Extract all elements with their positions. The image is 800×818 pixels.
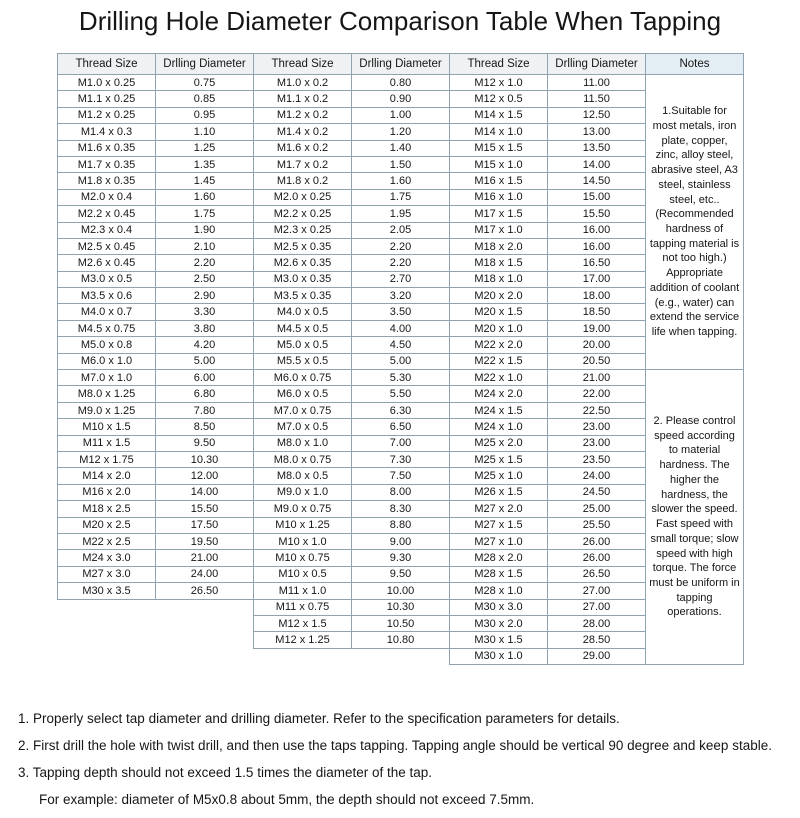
drill-diameter-cell: 6.50 xyxy=(352,419,450,435)
drill-diameter-cell: 0.90 xyxy=(352,91,450,107)
table-row xyxy=(58,156,744,172)
empty-cell xyxy=(58,599,156,615)
table-row xyxy=(58,288,744,304)
thread-size-cell: M1.1 x 0.2 xyxy=(254,91,352,107)
table-row xyxy=(58,222,744,238)
table-row xyxy=(58,468,744,484)
drill-diameter-cell: 2.20 xyxy=(156,255,254,271)
drill-diameter-cell: 24.00 xyxy=(548,468,646,484)
drill-diameter-cell: 4.50 xyxy=(352,337,450,353)
thread-size-cell: M1.7 x 0.2 xyxy=(254,156,352,172)
drill-diameter-cell: 5.30 xyxy=(352,370,450,386)
table-row xyxy=(58,402,744,418)
notes-cell: 2. Please control speed according to material hardness. The higher the hardness, the slower the speed. Fast speed with small torque; slow speed with high torque. The force must be uniform in tapping operations. xyxy=(646,370,744,665)
thread-size-cell: M8.0 x 1.25 xyxy=(58,386,156,402)
table-row xyxy=(58,484,744,500)
thread-size-header: Thread Size xyxy=(254,54,352,75)
table-row xyxy=(58,566,744,582)
drill-diameter-cell: 7.50 xyxy=(352,468,450,484)
thread-size-cell: M20 x 1.0 xyxy=(450,320,548,336)
thread-size-cell: M14 x 1.0 xyxy=(450,124,548,140)
drill-diameter-cell: 6.80 xyxy=(156,386,254,402)
drill-diameter-cell: 2.10 xyxy=(156,238,254,254)
drill-diameter-cell: 14.00 xyxy=(156,484,254,500)
thread-size-cell: M28 x 2.0 xyxy=(450,550,548,566)
drill-diameter-cell: 8.50 xyxy=(156,419,254,435)
empty-cell xyxy=(58,648,156,664)
drill-diameter-cell: 9.00 xyxy=(352,533,450,549)
thread-size-cell: M22 x 2.0 xyxy=(450,337,548,353)
thread-size-cell: M20 x 1.5 xyxy=(450,304,548,320)
drilling-diameter-header: Drlling Diameter xyxy=(548,54,646,75)
empty-cell xyxy=(156,599,254,615)
drill-diameter-cell: 15.00 xyxy=(548,189,646,205)
table-row xyxy=(58,615,744,631)
drill-diameter-cell: 28.00 xyxy=(548,615,646,631)
thread-size-cell: M25 x 1.0 xyxy=(450,468,548,484)
drill-diameter-cell: 26.50 xyxy=(156,583,254,599)
footnote-1: 1. Properly select tap diameter and drilling diameter. Refer to the specification parameters for details. xyxy=(18,711,620,726)
table-row xyxy=(58,304,744,320)
drill-diameter-cell: 26.00 xyxy=(548,550,646,566)
table-row xyxy=(58,255,744,271)
thread-size-cell: M27 x 1.0 xyxy=(450,533,548,549)
thread-size-cell: M4.0 x 0.7 xyxy=(58,304,156,320)
thread-size-cell: M6.0 x 0.5 xyxy=(254,386,352,402)
drill-diameter-cell: 6.00 xyxy=(156,370,254,386)
drill-diameter-cell: 7.80 xyxy=(156,402,254,418)
drill-diameter-cell: 6.30 xyxy=(352,402,450,418)
empty-cell xyxy=(156,632,254,648)
table-row xyxy=(58,386,744,402)
thread-size-cell: M24 x 3.0 xyxy=(58,550,156,566)
drill-diameter-cell: 10.00 xyxy=(352,583,450,599)
drill-diameter-cell: 22.00 xyxy=(548,386,646,402)
drill-diameter-cell: 1.75 xyxy=(156,206,254,222)
footnote-3: 3. Tapping depth should not exceed 1.5 times the diameter of the tap. xyxy=(18,765,433,780)
table-body xyxy=(58,75,744,665)
drill-diameter-cell: 1.20 xyxy=(352,124,450,140)
drill-diameter-cell: 9.50 xyxy=(352,566,450,582)
footnote-example: For example: diameter of M5x0.8 about 5mm, the depth should not exceed 7.5mm. xyxy=(39,792,535,807)
empty-cell xyxy=(58,615,156,631)
thread-size-cell: M5.0 x 0.8 xyxy=(58,337,156,353)
drill-diameter-cell: 19.00 xyxy=(548,320,646,336)
drill-diameter-cell: 25.00 xyxy=(548,501,646,517)
drill-diameter-cell: 3.20 xyxy=(352,288,450,304)
thread-size-cell: M27 x 1.5 xyxy=(450,517,548,533)
thread-size-cell: M16 x 2.0 xyxy=(58,484,156,500)
thread-size-cell: M3.5 x 0.6 xyxy=(58,288,156,304)
thread-size-cell: M2.2 x 0.25 xyxy=(254,206,352,222)
table-row xyxy=(58,632,744,648)
thread-size-cell: M30 x 3.0 xyxy=(450,599,548,615)
table-row xyxy=(58,91,744,107)
drill-diameter-cell: 2.50 xyxy=(156,271,254,287)
drill-diameter-cell: 27.00 xyxy=(548,599,646,615)
thread-size-cell: M20 x 2.0 xyxy=(450,288,548,304)
thread-size-cell: M8.0 x 1.0 xyxy=(254,435,352,451)
thread-size-cell: M1.4 x 0.3 xyxy=(58,124,156,140)
thread-size-cell: M1.7 x 0.35 xyxy=(58,156,156,172)
thread-size-cell: M24 x 1.5 xyxy=(450,402,548,418)
thread-size-cell: M11 x 0.75 xyxy=(254,599,352,615)
thread-size-cell: M14 x 1.5 xyxy=(450,107,548,123)
thread-size-cell: M12 x 1.75 xyxy=(58,451,156,467)
drill-diameter-cell: 1.95 xyxy=(352,206,450,222)
drill-diameter-cell: 9.50 xyxy=(156,435,254,451)
thread-size-cell: M2.5 x 0.35 xyxy=(254,238,352,254)
notes-header: Notes xyxy=(646,54,744,75)
thread-size-cell: M12 x 0.5 xyxy=(450,91,548,107)
thread-size-cell: M14 x 2.0 xyxy=(58,468,156,484)
thread-size-cell: M8.0 x 0.75 xyxy=(254,451,352,467)
drill-diameter-cell: 28.50 xyxy=(548,632,646,648)
drill-diameter-cell: 23.00 xyxy=(548,435,646,451)
thread-size-cell: M1.0 x 0.25 xyxy=(58,75,156,91)
table-row xyxy=(58,320,744,336)
thread-size-cell: M30 x 3.5 xyxy=(58,583,156,599)
drilling-comparison-table xyxy=(57,53,744,665)
page-title: Drilling Hole Diameter Comparison Table When Tapping xyxy=(78,6,722,36)
footnote-2: 2. First drill the hole with twist drill, and then use the taps tapping. Tapping angle should be vertical 90 degree and keep stable. xyxy=(18,738,772,753)
table-row xyxy=(58,206,744,222)
thread-size-cell: M11 x 1.0 xyxy=(254,583,352,599)
drilling-diameter-header: Drlling Diameter xyxy=(352,54,450,75)
drill-diameter-cell: 4.20 xyxy=(156,337,254,353)
empty-cell xyxy=(254,648,352,664)
thread-size-cell: M2.2 x 0.45 xyxy=(58,206,156,222)
drill-diameter-cell: 2.20 xyxy=(352,238,450,254)
drill-diameter-cell: 1.45 xyxy=(156,173,254,189)
table-row xyxy=(58,419,744,435)
drill-diameter-cell: 8.30 xyxy=(352,501,450,517)
drill-diameter-cell: 1.10 xyxy=(156,124,254,140)
drill-diameter-cell: 10.50 xyxy=(352,615,450,631)
drill-diameter-cell: 5.00 xyxy=(156,353,254,369)
thread-size-cell: M4.5 x 0.5 xyxy=(254,320,352,336)
thread-size-cell: M22 x 1.0 xyxy=(450,370,548,386)
thread-size-cell: M1.6 x 0.35 xyxy=(58,140,156,156)
thread-size-cell: M9.0 x 0.75 xyxy=(254,501,352,517)
thread-size-cell: M28 x 1.0 xyxy=(450,583,548,599)
thread-size-cell: M1.8 x 0.35 xyxy=(58,173,156,189)
drill-diameter-cell: 18.00 xyxy=(548,288,646,304)
drill-diameter-cell: 1.60 xyxy=(156,189,254,205)
drill-diameter-cell: 16.50 xyxy=(548,255,646,271)
thread-size-cell: M28 x 1.5 xyxy=(450,566,548,582)
table-row xyxy=(58,550,744,566)
thread-size-header: Thread Size xyxy=(450,54,548,75)
thread-size-cell: M1.6 x 0.2 xyxy=(254,140,352,156)
drill-diameter-cell: 10.80 xyxy=(352,632,450,648)
thread-size-cell: M9.0 x 1.0 xyxy=(254,484,352,500)
thread-size-header: Thread Size xyxy=(58,54,156,75)
thread-size-cell: M30 x 1.0 xyxy=(450,648,548,664)
footnotes xyxy=(18,710,788,818)
empty-cell xyxy=(352,648,450,664)
thread-size-cell: M25 x 1.5 xyxy=(450,451,548,467)
thread-size-cell: M27 x 2.0 xyxy=(450,501,548,517)
thread-size-cell: M1.2 x 0.25 xyxy=(58,107,156,123)
table-row xyxy=(58,238,744,254)
thread-size-cell: M2.3 x 0.25 xyxy=(254,222,352,238)
drill-diameter-cell: 1.90 xyxy=(156,222,254,238)
thread-size-cell: M8.0 x 0.5 xyxy=(254,468,352,484)
drill-diameter-cell: 27.00 xyxy=(548,583,646,599)
drill-diameter-cell: 1.60 xyxy=(352,173,450,189)
drill-diameter-cell: 5.00 xyxy=(352,353,450,369)
thread-size-cell: M5.5 x 0.5 xyxy=(254,353,352,369)
drill-diameter-cell: 17.00 xyxy=(548,271,646,287)
table-header-row xyxy=(58,54,744,75)
drill-diameter-cell: 2.20 xyxy=(352,255,450,271)
thread-size-cell: M15 x 1.5 xyxy=(450,140,548,156)
thread-size-cell: M10 x 1.25 xyxy=(254,517,352,533)
drill-diameter-cell: 1.75 xyxy=(352,189,450,205)
notes-cell: 1.Suitable for most metals, iron plate, copper, zinc, alloy steel, abrasive steel, A3 steel, stainless steel, etc..(Recommended hardness of tapping material is not too high.) Appropriate addition of coolant (e.g., water) can extend the service life when tapping. xyxy=(646,75,744,370)
drill-diameter-cell: 3.30 xyxy=(156,304,254,320)
drill-diameter-cell: 24.50 xyxy=(548,484,646,500)
thread-size-cell: M22 x 1.5 xyxy=(450,353,548,369)
thread-size-cell: M6.0 x 1.0 xyxy=(58,353,156,369)
thread-size-cell: M2.5 x 0.45 xyxy=(58,238,156,254)
thread-size-cell: M24 x 1.0 xyxy=(450,419,548,435)
drill-diameter-cell: 8.00 xyxy=(352,484,450,500)
table-row xyxy=(58,124,744,140)
drill-diameter-cell: 21.00 xyxy=(156,550,254,566)
thread-size-cell: M2.6 x 0.35 xyxy=(254,255,352,271)
thread-size-cell: M11 x 1.5 xyxy=(58,435,156,451)
thread-size-cell: M1.4 x 0.2 xyxy=(254,124,352,140)
table-row xyxy=(58,271,744,287)
table-row xyxy=(58,107,744,123)
empty-cell xyxy=(58,632,156,648)
thread-size-cell: M2.0 x 0.25 xyxy=(254,189,352,205)
thread-size-cell: M12 x 1.5 xyxy=(254,615,352,631)
drill-diameter-cell: 15.50 xyxy=(156,501,254,517)
drill-diameter-cell: 13.50 xyxy=(548,140,646,156)
drill-diameter-cell: 20.00 xyxy=(548,337,646,353)
table-row xyxy=(58,337,744,353)
drill-diameter-cell: 12.50 xyxy=(548,107,646,123)
drill-diameter-cell: 21.00 xyxy=(548,370,646,386)
drill-diameter-cell: 19.50 xyxy=(156,533,254,549)
thread-size-cell: M4.5 x 0.75 xyxy=(58,320,156,336)
thread-size-cell: M2.3 x 0.4 xyxy=(58,222,156,238)
table-row xyxy=(58,583,744,599)
drill-diameter-cell: 0.95 xyxy=(156,107,254,123)
thread-size-cell: M18 x 2.5 xyxy=(58,501,156,517)
drill-diameter-cell: 9.30 xyxy=(352,550,450,566)
table-row xyxy=(58,189,744,205)
table-row xyxy=(58,648,744,664)
drill-diameter-cell: 29.00 xyxy=(548,648,646,664)
thread-size-cell: M2.6 x 0.45 xyxy=(58,255,156,271)
thread-size-cell: M5.0 x 0.5 xyxy=(254,337,352,353)
drill-diameter-cell: 17.50 xyxy=(156,517,254,533)
drill-diameter-cell: 1.00 xyxy=(352,107,450,123)
thread-size-cell: M20 x 2.5 xyxy=(58,517,156,533)
drill-diameter-cell: 7.30 xyxy=(352,451,450,467)
drill-diameter-cell: 24.00 xyxy=(156,566,254,582)
thread-size-cell: M30 x 2.0 xyxy=(450,615,548,631)
drill-diameter-cell: 1.35 xyxy=(156,156,254,172)
table-row xyxy=(58,75,744,91)
thread-size-cell: M1.1 x 0.25 xyxy=(58,91,156,107)
drill-diameter-cell: 12.00 xyxy=(156,468,254,484)
thread-size-cell: M7.0 x 1.0 xyxy=(58,370,156,386)
thread-size-cell: M6.0 x 0.75 xyxy=(254,370,352,386)
drill-diameter-cell: 2.90 xyxy=(156,288,254,304)
drill-diameter-cell: 8.80 xyxy=(352,517,450,533)
thread-size-cell: M1.2 x 0.2 xyxy=(254,107,352,123)
table-row xyxy=(58,599,744,615)
drill-diameter-cell: 23.50 xyxy=(548,451,646,467)
thread-size-cell: M12 x 1.25 xyxy=(254,632,352,648)
drill-diameter-cell: 3.80 xyxy=(156,320,254,336)
drill-diameter-cell: 1.25 xyxy=(156,140,254,156)
thread-size-cell: M17 x 1.0 xyxy=(450,222,548,238)
table-row xyxy=(58,140,744,156)
drill-diameter-cell: 26.50 xyxy=(548,566,646,582)
table-row xyxy=(58,451,744,467)
drill-diameter-cell: 11.00 xyxy=(548,75,646,91)
thread-size-cell: M10 x 0.75 xyxy=(254,550,352,566)
drill-diameter-cell: 16.00 xyxy=(548,222,646,238)
drill-diameter-cell: 7.00 xyxy=(352,435,450,451)
thread-size-cell: M16 x 1.5 xyxy=(450,173,548,189)
thread-size-cell: M7.0 x 0.5 xyxy=(254,419,352,435)
empty-cell xyxy=(156,615,254,631)
thread-size-cell: M2.0 x 0.4 xyxy=(58,189,156,205)
thread-size-cell: M27 x 3.0 xyxy=(58,566,156,582)
drill-diameter-cell: 16.00 xyxy=(548,238,646,254)
thread-size-cell: M18 x 1.0 xyxy=(450,271,548,287)
table-row xyxy=(58,517,744,533)
thread-size-cell: M24 x 2.0 xyxy=(450,386,548,402)
thread-size-cell: M1.8 x 0.2 xyxy=(254,173,352,189)
table-row xyxy=(58,370,744,386)
drill-diameter-cell: 5.50 xyxy=(352,386,450,402)
drill-diameter-cell: 0.75 xyxy=(156,75,254,91)
drill-diameter-cell: 13.00 xyxy=(548,124,646,140)
table-row xyxy=(58,533,744,549)
drill-diameter-cell: 2.05 xyxy=(352,222,450,238)
table-row xyxy=(58,353,744,369)
thread-size-cell: M25 x 2.0 xyxy=(450,435,548,451)
thread-size-cell: M10 x 1.0 xyxy=(254,533,352,549)
table-row xyxy=(58,501,744,517)
drilling-diameter-header: Drlling Diameter xyxy=(156,54,254,75)
drill-diameter-cell: 11.50 xyxy=(548,91,646,107)
thread-size-cell: M15 x 1.0 xyxy=(450,156,548,172)
thread-size-cell: M3.0 x 0.35 xyxy=(254,271,352,287)
empty-cell xyxy=(156,648,254,664)
drill-diameter-cell: 4.00 xyxy=(352,320,450,336)
table-row xyxy=(58,435,744,451)
thread-size-cell: M3.0 x 0.5 xyxy=(58,271,156,287)
drill-diameter-cell: 26.00 xyxy=(548,533,646,549)
thread-size-cell: M1.0 x 0.2 xyxy=(254,75,352,91)
thread-size-cell: M12 x 1.0 xyxy=(450,75,548,91)
drill-diameter-cell: 22.50 xyxy=(548,402,646,418)
drill-diameter-cell: 3.50 xyxy=(352,304,450,320)
drill-diameter-cell: 10.30 xyxy=(156,451,254,467)
thread-size-cell: M18 x 1.5 xyxy=(450,255,548,271)
drill-diameter-cell: 1.40 xyxy=(352,140,450,156)
drill-diameter-cell: 18.50 xyxy=(548,304,646,320)
thread-size-cell: M10 x 0.5 xyxy=(254,566,352,582)
thread-size-cell: M4.0 x 0.5 xyxy=(254,304,352,320)
drill-diameter-cell: 2.70 xyxy=(352,271,450,287)
thread-size-cell: M18 x 2.0 xyxy=(450,238,548,254)
drill-diameter-cell: 20.50 xyxy=(548,353,646,369)
drill-diameter-cell: 14.00 xyxy=(548,156,646,172)
drill-diameter-cell: 25.50 xyxy=(548,517,646,533)
drill-diameter-cell: 15.50 xyxy=(548,206,646,222)
thread-size-cell: M26 x 1.5 xyxy=(450,484,548,500)
drill-diameter-cell: 10.30 xyxy=(352,599,450,615)
drill-diameter-cell: 0.80 xyxy=(352,75,450,91)
thread-size-cell: M9.0 x 1.25 xyxy=(58,402,156,418)
thread-size-cell: M30 x 1.5 xyxy=(450,632,548,648)
thread-size-cell: M10 x 1.5 xyxy=(58,419,156,435)
thread-size-cell: M22 x 2.5 xyxy=(58,533,156,549)
drill-diameter-cell: 0.85 xyxy=(156,91,254,107)
drill-diameter-cell: 1.50 xyxy=(352,156,450,172)
thread-size-cell: M3.5 x 0.35 xyxy=(254,288,352,304)
thread-size-cell: M7.0 x 0.75 xyxy=(254,402,352,418)
drill-diameter-cell: 23.00 xyxy=(548,419,646,435)
table-row xyxy=(58,173,744,189)
thread-size-cell: M17 x 1.5 xyxy=(450,206,548,222)
drill-diameter-cell: 14.50 xyxy=(548,173,646,189)
thread-size-cell: M16 x 1.0 xyxy=(450,189,548,205)
